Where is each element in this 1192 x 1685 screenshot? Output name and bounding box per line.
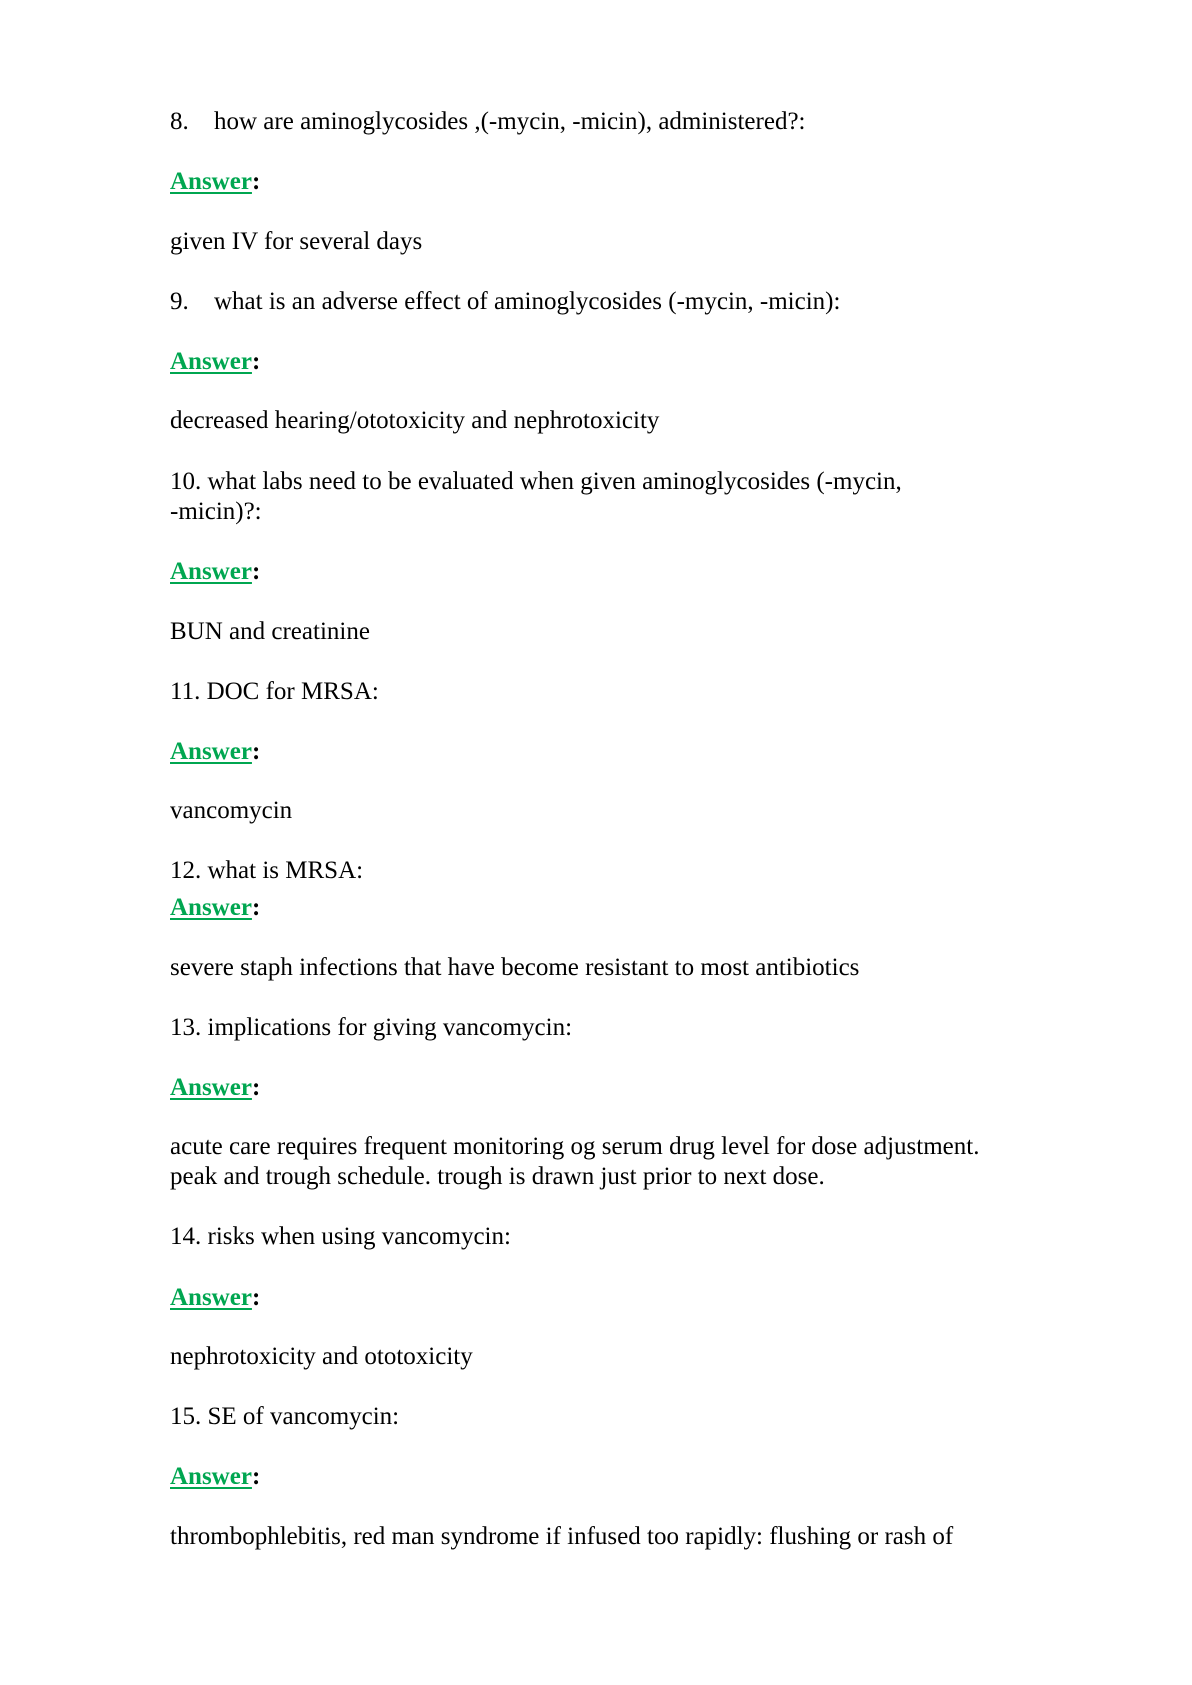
answer-link[interactable]: Answer <box>170 1463 252 1490</box>
question-14 <box>170 1221 511 1253</box>
question-text: what labs need to be evaluated when given aminoglycosides (-mycin, <box>207 468 902 495</box>
answer-link[interactable]: Answer <box>170 558 252 585</box>
question-13 <box>170 1012 572 1044</box>
question-11 <box>170 676 379 708</box>
answer-link[interactable]: Answer <box>170 1074 252 1101</box>
answer-label-8 <box>170 166 260 198</box>
question-number: 12. <box>170 857 202 884</box>
answer-link[interactable]: Answer <box>170 1284 252 1311</box>
question-number: 11. <box>170 678 201 705</box>
answer-text-13-line-2: peak and trough schedule. trough is drawn just prior to next dose. <box>170 1163 825 1190</box>
question-text: how are aminoglycosides ,(-mycin, -micin), administered?: <box>214 108 806 135</box>
answer-link[interactable]: Answer <box>170 168 252 195</box>
question-15 <box>170 1401 399 1433</box>
answer-colon: : <box>251 1463 261 1490</box>
answer-text-14: nephrotoxicity and ototoxicity <box>170 1343 473 1370</box>
answer-label-15 <box>170 1461 260 1493</box>
question-text: implications for giving vancomycin: <box>207 1014 573 1041</box>
question-number: 15. <box>170 1403 202 1430</box>
question-9 <box>170 286 840 318</box>
answer-link[interactable]: Answer <box>170 348 252 375</box>
question-10 <box>170 466 902 498</box>
question-text: what is an adverse effect of aminoglycosides (-mycin, -micin): <box>214 288 841 315</box>
answer-colon: : <box>251 168 261 195</box>
answer-label-11 <box>170 736 260 768</box>
question-8 <box>170 106 806 138</box>
question-10-continued: -micin)?: <box>170 498 262 525</box>
answer-label-14 <box>170 1282 260 1314</box>
answer-colon: : <box>251 894 261 921</box>
answer-label-9 <box>170 346 260 378</box>
answer-text-13-line-1: acute care requires frequent monitoring og serum drug level for dose adjustment. <box>170 1133 980 1160</box>
answer-text-8: given IV for several days <box>170 228 423 255</box>
question-text: SE of vancomycin: <box>207 1403 400 1430</box>
question-number: 14. <box>170 1223 202 1250</box>
answer-text-10: BUN and creatinine <box>170 618 370 645</box>
question-number: 13. <box>170 1014 202 1041</box>
answer-colon: : <box>251 1074 261 1101</box>
answer-colon: : <box>251 558 261 585</box>
question-12 <box>170 855 363 887</box>
answer-label-10 <box>170 556 260 588</box>
question-number: 8. <box>170 108 189 135</box>
answer-label-12 <box>170 892 260 924</box>
answer-text-11: vancomycin <box>170 797 293 824</box>
answer-colon: : <box>251 348 261 375</box>
answer-link[interactable]: Answer <box>170 738 252 765</box>
answer-colon: : <box>251 1284 261 1311</box>
answer-label-13 <box>170 1072 260 1104</box>
question-number: 9. <box>170 288 189 315</box>
answer-link[interactable]: Answer <box>170 894 252 921</box>
question-number: 10. <box>170 468 202 495</box>
question-text: risks when using vancomycin: <box>207 1223 511 1250</box>
answer-text-15: thrombophlebitis, red man syndrome if infused too rapidly: flushing or rash of <box>170 1523 954 1550</box>
answer-colon: : <box>251 738 261 765</box>
answer-text-9: decreased hearing/ototoxicity and nephrotoxicity <box>170 407 660 434</box>
question-text: what is MRSA: <box>207 857 364 884</box>
question-text: DOC for MRSA: <box>206 678 379 705</box>
answer-text-12: severe staph infections that have become resistant to most antibiotics <box>170 954 860 981</box>
